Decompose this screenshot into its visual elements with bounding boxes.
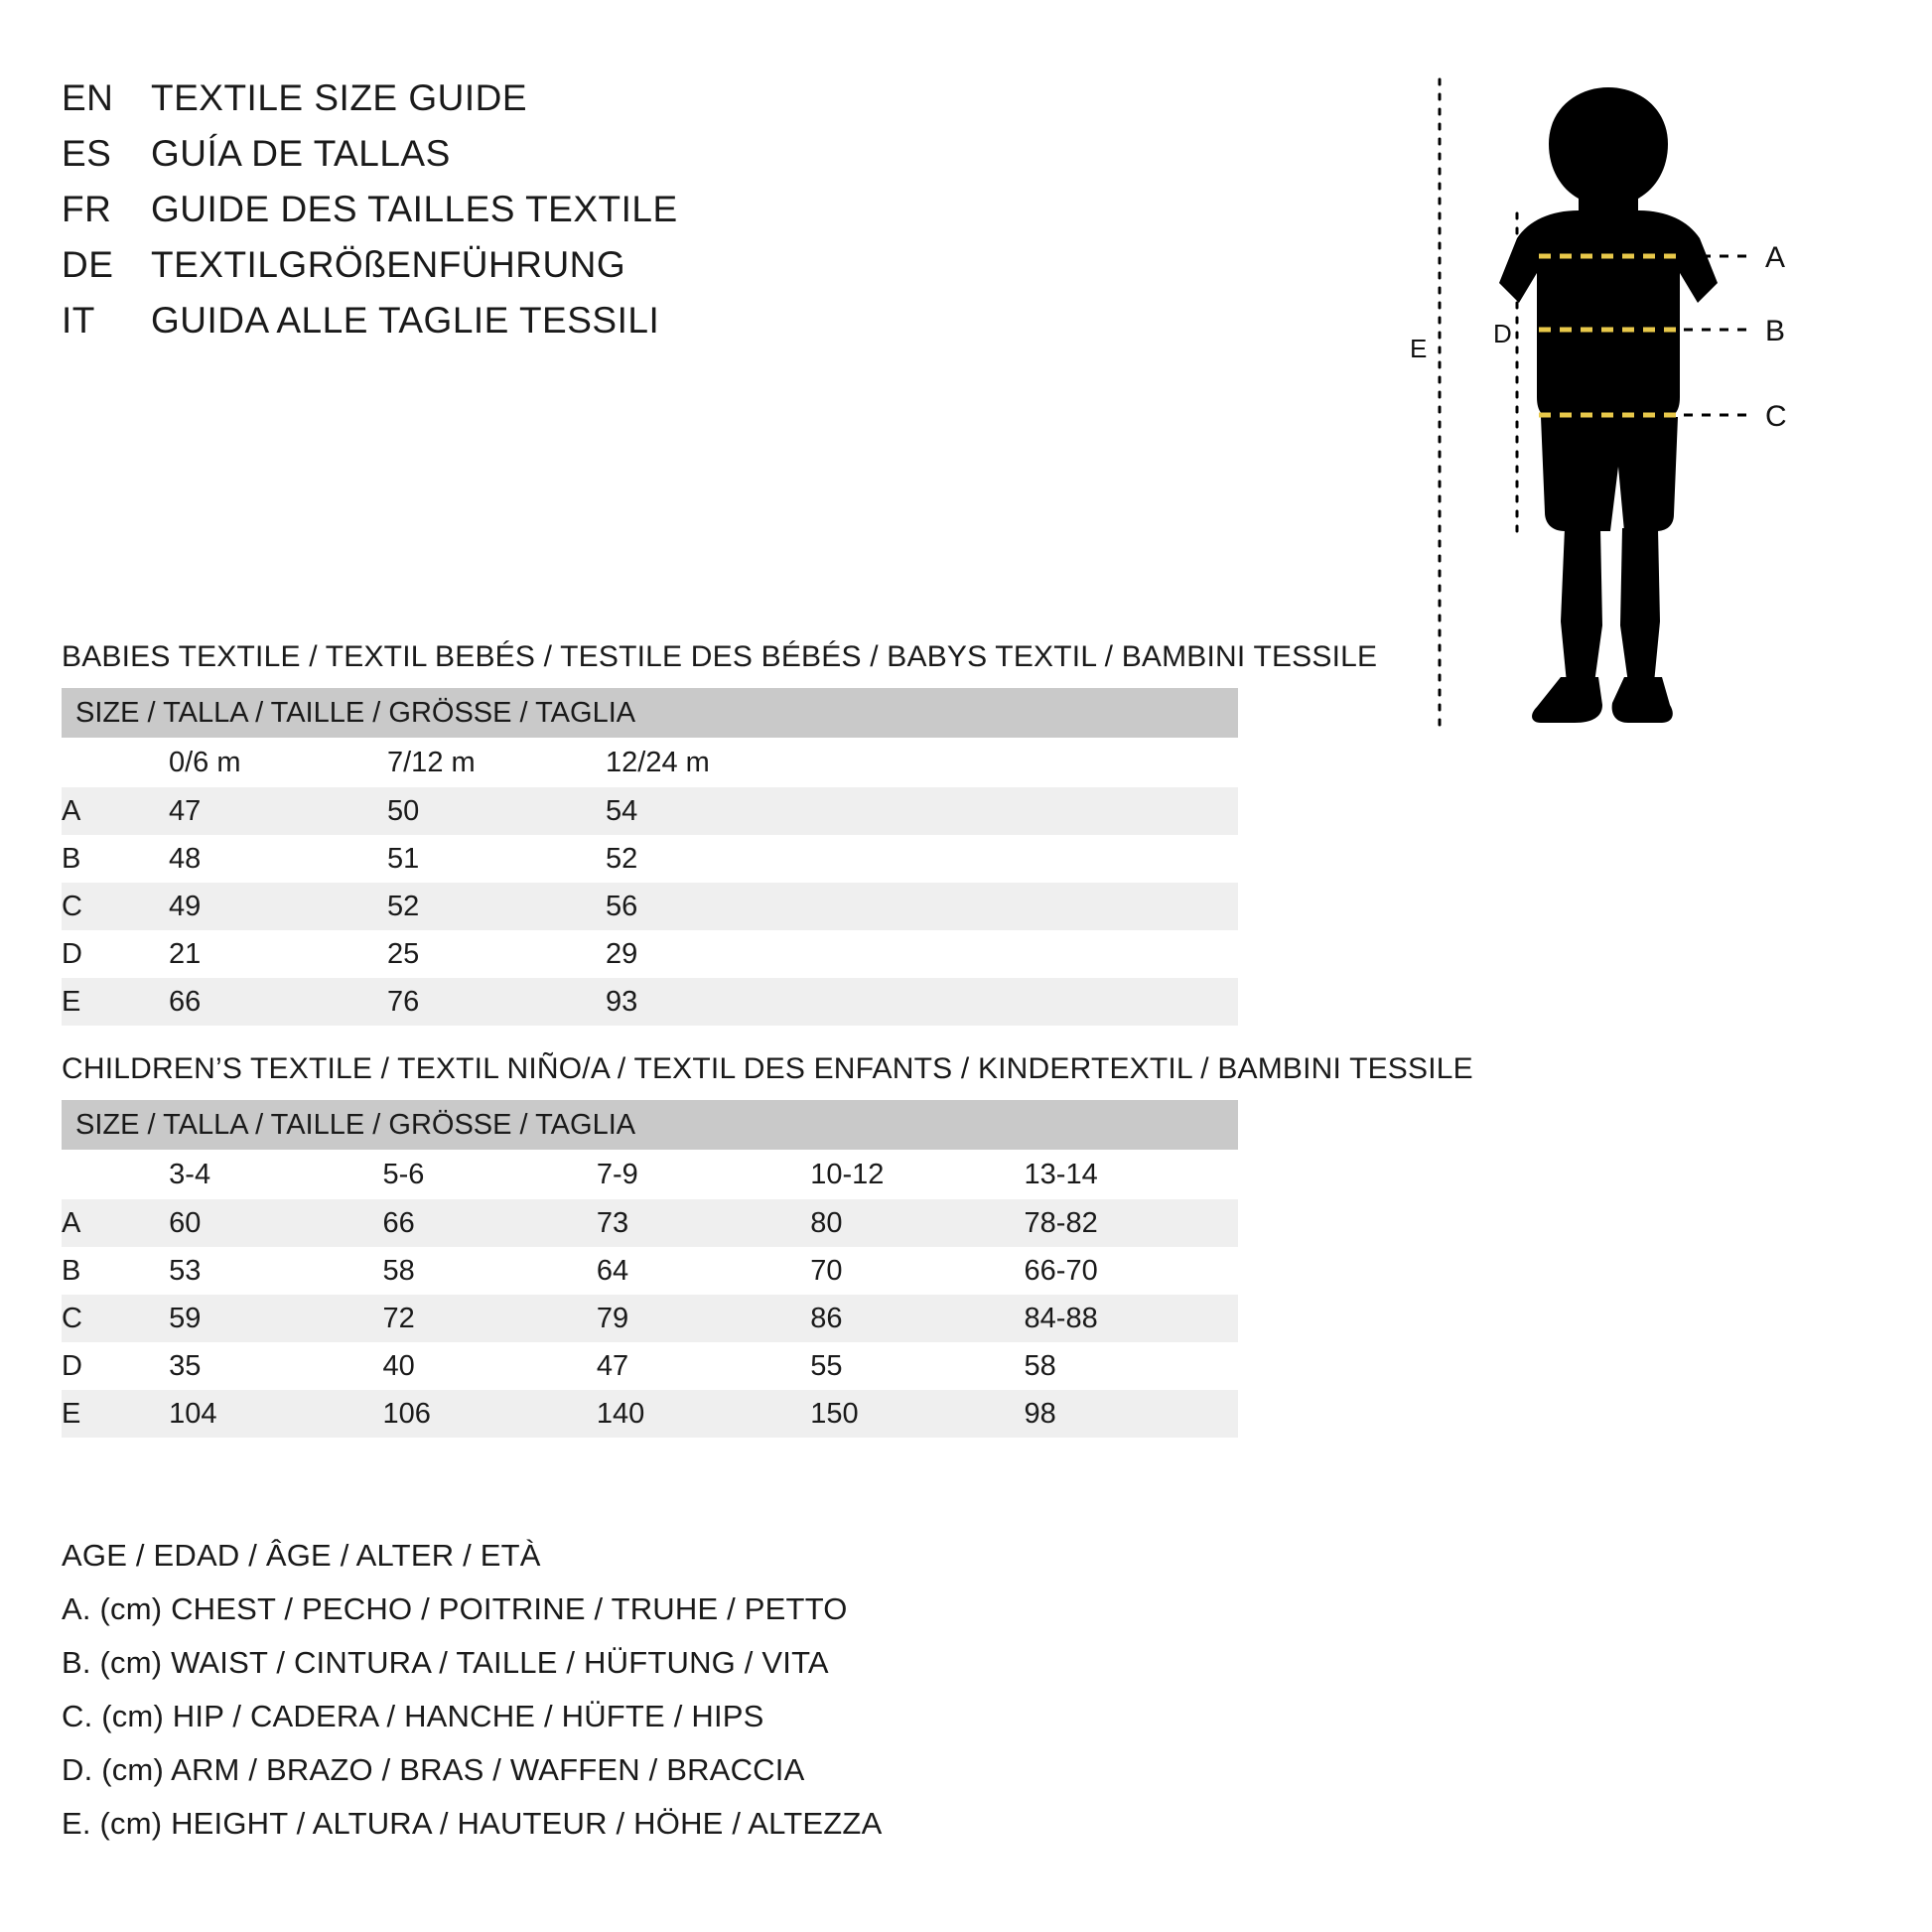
cell-value: 98 — [1025, 1390, 1238, 1438]
cell-value: 51 — [387, 835, 606, 883]
table-column-row — [62, 738, 1238, 787]
table-row — [62, 930, 1238, 978]
legend-block — [62, 1529, 1253, 1851]
cell-value: 106 — [383, 1390, 597, 1438]
cell-value: 21 — [169, 930, 387, 978]
cell-value: 86 — [810, 1295, 1024, 1342]
marker-label-e: E — [1410, 334, 1428, 363]
row-label: A — [62, 787, 169, 835]
cell-value: 84-88 — [1025, 1295, 1238, 1342]
column-header: 0/6 m — [169, 738, 387, 787]
row-label: D — [62, 1342, 169, 1390]
language-header-block — [62, 77, 1104, 355]
cell-value: 29 — [606, 930, 824, 978]
legend-line: A. (cm) CHEST / PECHO / POITRINE / TRUHE / PETTO — [62, 1591, 848, 1626]
cell-value: 59 — [169, 1295, 382, 1342]
cell-value: 78-82 — [1025, 1199, 1238, 1247]
babies-table-header: SIZE / TALLA / TAILLE / GRÖSSE / TAGLIA — [62, 688, 1238, 738]
cell-value: 52 — [387, 883, 606, 930]
row-label: C — [62, 1295, 169, 1342]
spacer-cell — [824, 835, 1238, 883]
column-header: 3-4 — [169, 1150, 382, 1199]
language-title: TEXTILGRÖßENFÜHRUNG — [151, 244, 626, 285]
marker-label-d: D — [1493, 319, 1512, 348]
cell-value: 64 — [597, 1247, 810, 1295]
cell-value: 58 — [383, 1247, 597, 1295]
spacer-cell — [824, 787, 1238, 835]
children-size-table — [62, 1100, 1238, 1438]
table-row — [62, 1199, 1238, 1247]
marker-label-b: B — [1765, 315, 1786, 347]
table-row — [62, 978, 1238, 1026]
row-label: B — [62, 1247, 169, 1295]
cell-value: 47 — [169, 787, 387, 835]
column-header: 10-12 — [810, 1150, 1024, 1199]
row-label: E — [62, 1390, 169, 1438]
cell-value: 48 — [169, 835, 387, 883]
language-title: GUIDA ALLE TAGLIE TESSILI — [151, 300, 660, 341]
language-row — [62, 189, 1104, 244]
column-header: 13-14 — [1025, 1150, 1238, 1199]
cell-value: 66 — [383, 1199, 597, 1247]
row-label: A — [62, 1199, 169, 1247]
cell-value: 73 — [597, 1199, 810, 1247]
spacer-cell — [824, 978, 1238, 1026]
row-label: C — [62, 883, 169, 930]
cell-value: 25 — [387, 930, 606, 978]
cell-value: 40 — [383, 1342, 597, 1390]
language-title: GUIDE DES TAILLES TEXTILE — [151, 189, 678, 229]
cell-value: 54 — [606, 787, 824, 835]
empty-corner — [62, 1150, 169, 1199]
cell-value: 50 — [387, 787, 606, 835]
table-row — [62, 1247, 1238, 1295]
body-measurement-figure — [1390, 69, 1886, 764]
cell-value: 66 — [169, 978, 387, 1026]
cell-value: 104 — [169, 1390, 382, 1438]
language-code: IT — [62, 300, 95, 341]
cell-value: 70 — [810, 1247, 1024, 1295]
language-row — [62, 300, 1104, 355]
column-header: 5-6 — [383, 1150, 597, 1199]
marker-label-c: C — [1765, 400, 1787, 433]
children-table-header: SIZE / TALLA / TAILLE / GRÖSSE / TAGLIA — [62, 1100, 1238, 1150]
spacer-cell — [824, 738, 1238, 787]
cell-value: 47 — [597, 1342, 810, 1390]
table-row — [62, 1342, 1238, 1390]
row-label: B — [62, 835, 169, 883]
cell-value: 55 — [810, 1342, 1024, 1390]
cell-value: 58 — [1025, 1342, 1238, 1390]
language-code: DE — [62, 244, 114, 285]
empty-corner — [62, 738, 169, 787]
babies-size-table — [62, 688, 1238, 1026]
table-row — [62, 835, 1238, 883]
table-header-row — [62, 688, 1238, 738]
spacer-cell — [824, 883, 1238, 930]
cell-value: 140 — [597, 1390, 810, 1438]
cell-value: 76 — [387, 978, 606, 1026]
children-section-title: CHILDREN’S TEXTILE / TEXTIL NIÑO/A / TEXTIL DES ENFANTS / KINDERTEXTIL / BAMBINI TESSILE — [62, 1052, 1473, 1085]
legend-line: B. (cm) WAIST / CINTURA / TAILLE / HÜFTUNG / VITA — [62, 1645, 829, 1680]
column-header: 12/24 m — [606, 738, 824, 787]
table-header-row — [62, 1100, 1238, 1150]
table-row — [62, 883, 1238, 930]
cell-value: 60 — [169, 1199, 382, 1247]
column-header: 7-9 — [597, 1150, 810, 1199]
cell-value: 53 — [169, 1247, 382, 1295]
language-row — [62, 244, 1104, 300]
column-header: 7/12 m — [387, 738, 606, 787]
children-section — [62, 1052, 1571, 1438]
legend-line: D. (cm) ARM / BRAZO / BRAS / WAFFEN / BRACCIA — [62, 1752, 805, 1787]
language-code: FR — [62, 189, 112, 229]
table-column-row — [62, 1150, 1238, 1199]
cell-value: 35 — [169, 1342, 382, 1390]
language-row — [62, 133, 1104, 189]
babies-section — [62, 640, 1378, 1026]
row-label: D — [62, 930, 169, 978]
language-code: ES — [62, 133, 112, 174]
marker-label-a: A — [1765, 241, 1786, 274]
child-silhouette — [1499, 87, 1718, 723]
cell-value: 79 — [597, 1295, 810, 1342]
row-label: E — [62, 978, 169, 1026]
language-title: GUÍA DE TALLAS — [151, 133, 451, 174]
legend-line: AGE / EDAD / ÂGE / ALTER / ETÀ — [62, 1538, 541, 1573]
table-row — [62, 787, 1238, 835]
legend-line: E. (cm) HEIGHT / ALTURA / HAUTEUR / HÖHE / ALTEZZA — [62, 1806, 883, 1841]
table-row — [62, 1390, 1238, 1438]
babies-section-title: BABIES TEXTILE / TEXTIL BEBÉS / TESTILE DES BÉBÉS / BABYS TEXTIL / BAMBINI TESSILE — [62, 640, 1378, 673]
legend-line: C. (cm) HIP / CADERA / HANCHE / HÜFTE / HIPS — [62, 1699, 764, 1733]
cell-value: 66-70 — [1025, 1247, 1238, 1295]
cell-value: 93 — [606, 978, 824, 1026]
language-row — [62, 77, 1104, 133]
cell-value: 150 — [810, 1390, 1024, 1438]
table-row — [62, 1295, 1238, 1342]
language-title: TEXTILE SIZE GUIDE — [151, 77, 528, 118]
spacer-cell — [824, 930, 1238, 978]
cell-value: 56 — [606, 883, 824, 930]
cell-value: 80 — [810, 1199, 1024, 1247]
cell-value: 52 — [606, 835, 824, 883]
language-code: EN — [62, 77, 114, 118]
cell-value: 72 — [383, 1295, 597, 1342]
cell-value: 49 — [169, 883, 387, 930]
